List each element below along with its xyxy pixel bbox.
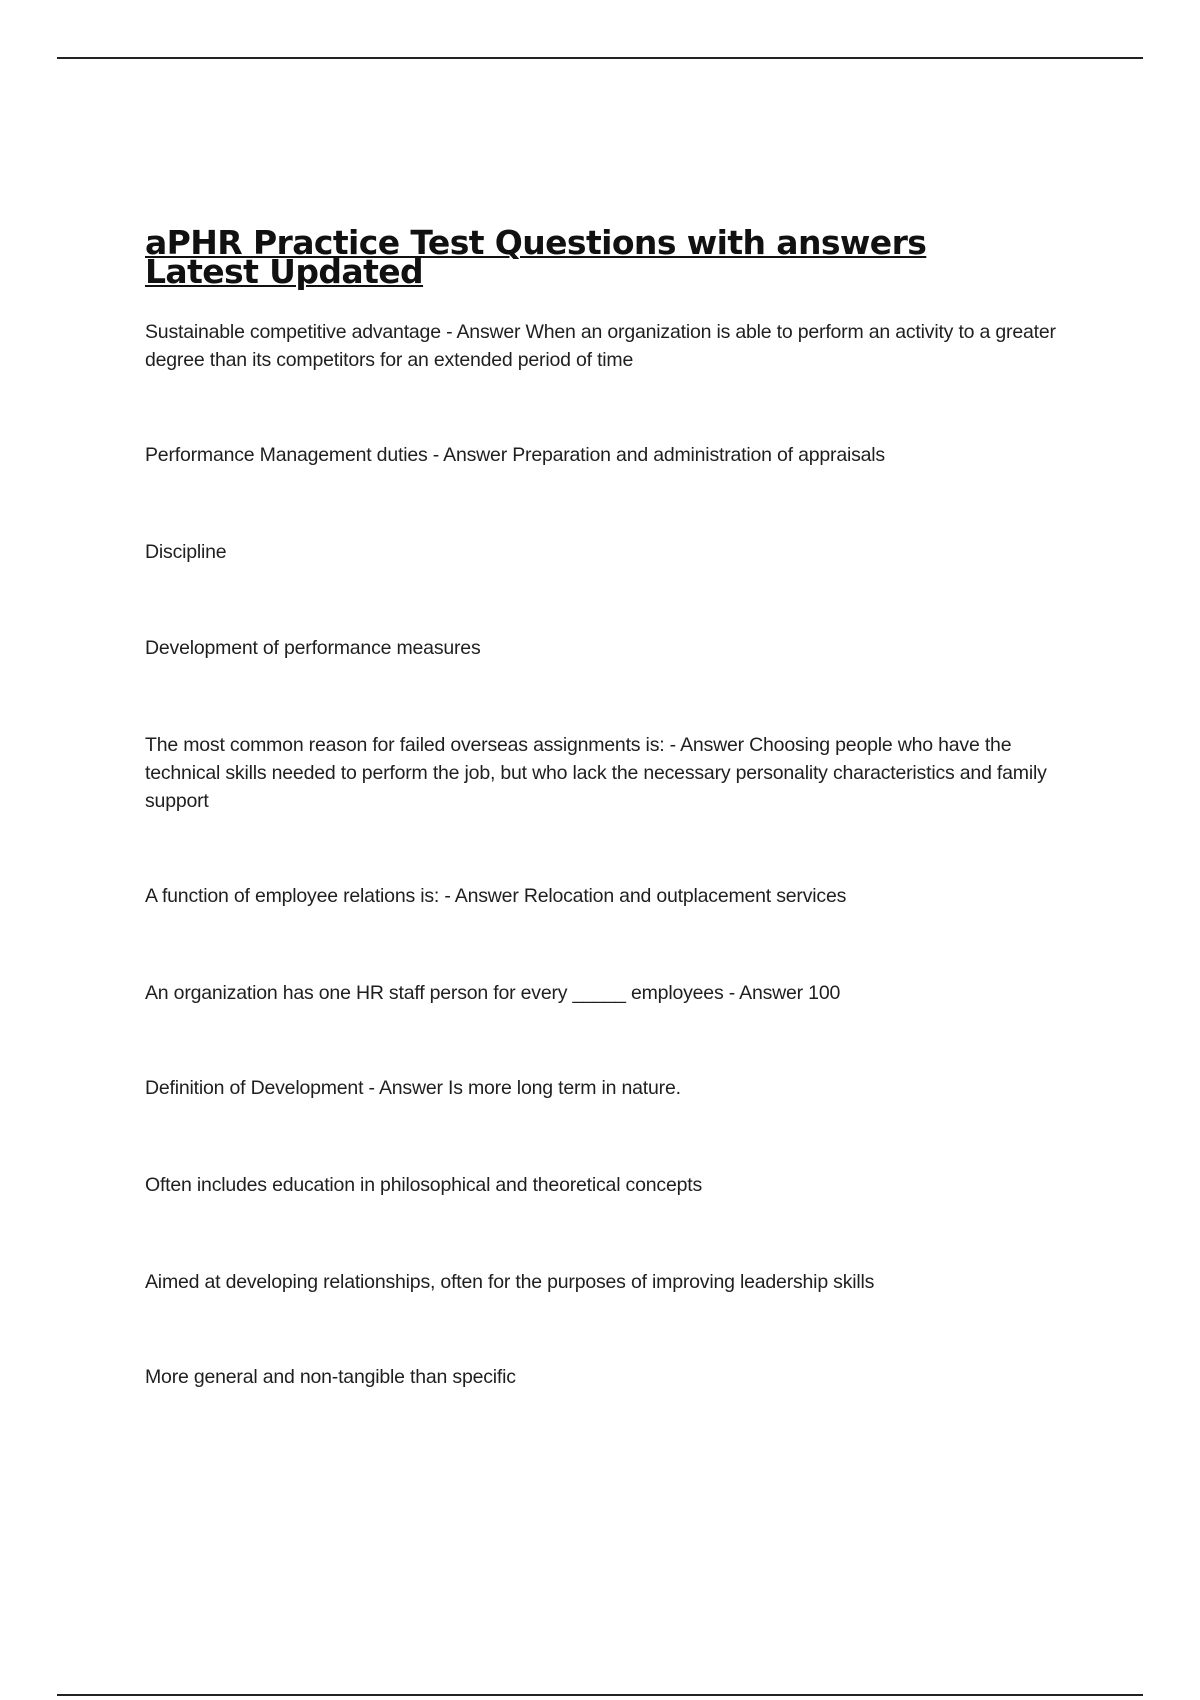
list-item-education-concepts: Often includes education in philosophical and theoretical concepts (145, 1174, 703, 1196)
list-item-non-tangible: More general and non-tangible than specific (145, 1366, 516, 1388)
document-title (145, 223, 1005, 291)
qa-entry-hr-staff-ratio: An organization has one HR staff person for every _____ employees - Answer 100 (145, 982, 841, 1004)
list-item-discipline: Discipline (145, 541, 227, 563)
list-item-performance-measures: Development of performance measures (145, 637, 481, 659)
qa-entry-development-definition: Definition of Development - Answer Is more long term in nature. (145, 1077, 681, 1099)
footer-rule (57, 1694, 1143, 1696)
qa-entry-overseas-assignments: The most common reason for failed overseas assignments is: - Answer Choosing people who have the technical skills needed to perform the job, but who lack the necessary personality characteristics and family support (145, 734, 1047, 812)
header-rule (57, 57, 1143, 59)
list-item-developing-relationships: Aimed at developing relationships, often for the purposes of improving leadership skills (145, 1271, 875, 1293)
document-title-text: aPHR Practice Test Questions with answers Latest Updated (145, 223, 927, 291)
qa-entry-performance-management: Performance Management duties - Answer Preparation and administration of appraisals (145, 444, 885, 466)
qa-entry-competitive-advantage: Sustainable competitive advantage - Answer When an organization is able to perform an activity to a greater degree than its competitors for an extended period of time (145, 321, 1056, 371)
qa-entry-employee-relations: A function of employee relations is: - Answer Relocation and outplacement services (145, 885, 847, 907)
